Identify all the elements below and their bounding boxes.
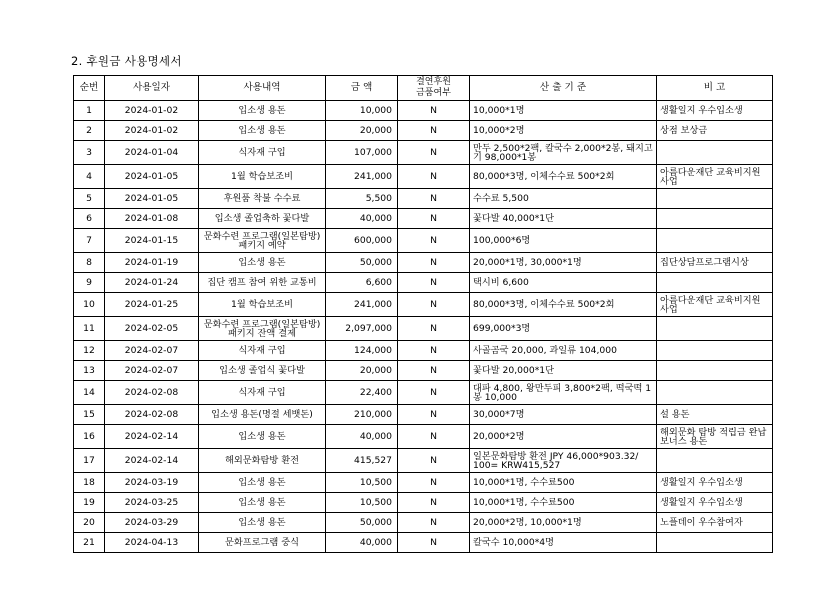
row-sponsorship-flag: N — [398, 141, 470, 165]
header-no: 순번 — [74, 76, 105, 101]
row-sponsorship-flag: N — [398, 317, 470, 341]
table-body — [74, 101, 773, 553]
row-note — [657, 141, 773, 165]
row-number: 1 — [74, 101, 105, 121]
row-amount: 10,500 — [326, 473, 398, 493]
row-sponsorship-flag: N — [398, 121, 470, 141]
row-calculation-basis: 칼국수 10,000*4명 — [470, 533, 657, 553]
row-description: 입소생 용돈 — [199, 253, 326, 273]
row-sponsorship-flag: N — [398, 229, 470, 253]
row-amount: 415,527 — [326, 449, 398, 473]
row-date: 2024-03-25 — [105, 493, 199, 513]
row-calculation-basis: 10,000*2명 — [470, 121, 657, 141]
row-note: 설 용돈 — [657, 405, 773, 425]
header-approval — [398, 76, 470, 101]
row-calculation-basis: 20,000*2명 — [470, 425, 657, 449]
row-note: 아름다운재단 교육비지원사업 — [657, 293, 773, 317]
row-number: 19 — [74, 493, 105, 513]
row-note: 해외문화 탐방 적립금 완납 보너스 용돈 — [657, 425, 773, 449]
table-row — [74, 101, 773, 121]
table-row — [74, 449, 773, 473]
row-description: 문화수련 프로그램(일본탐방) 패키지 예약 — [199, 229, 326, 253]
table-row — [74, 341, 773, 361]
row-note: 생활일지 우수입소생 — [657, 473, 773, 493]
row-description: 문화프로그램 중식 — [199, 533, 326, 553]
table-row — [74, 361, 773, 381]
row-calculation-basis: 20,000*2명, 10,000*1명 — [470, 513, 657, 533]
row-amount: 10,500 — [326, 493, 398, 513]
row-date: 2024-01-04 — [105, 141, 199, 165]
row-note: 생활일지 우수입소생 — [657, 101, 773, 121]
row-number: 17 — [74, 449, 105, 473]
table-row — [74, 405, 773, 425]
row-note — [657, 341, 773, 361]
row-date: 2024-02-14 — [105, 449, 199, 473]
row-calculation-basis: 80,000*3명, 이체수수료 500*2회 — [470, 293, 657, 317]
row-sponsorship-flag: N — [398, 341, 470, 361]
header-desc: 사용내역 — [199, 76, 326, 101]
row-amount: 107,000 — [326, 141, 398, 165]
row-sponsorship-flag: N — [398, 473, 470, 493]
row-note: 집단상담프로그램시상 — [657, 253, 773, 273]
row-date: 2024-01-19 — [105, 253, 199, 273]
row-sponsorship-flag: N — [398, 381, 470, 405]
row-amount: 600,000 — [326, 229, 398, 253]
row-number: 11 — [74, 317, 105, 341]
row-note — [657, 273, 773, 293]
row-description: 입소생 용돈 — [199, 513, 326, 533]
row-description: 입소생 졸업식 꽃다발 — [199, 361, 326, 381]
row-calculation-basis: 만두 2,500*2팩, 칼국수 2,000*2봉, 돼지고기 98,000*1봉 — [470, 141, 657, 165]
row-amount: 124,000 — [326, 341, 398, 361]
row-calculation-basis: 20,000*1명, 30,000*1명 — [470, 253, 657, 273]
row-number: 6 — [74, 209, 105, 229]
row-number: 20 — [74, 513, 105, 533]
row-date: 2024-01-02 — [105, 101, 199, 121]
row-sponsorship-flag: N — [398, 165, 470, 189]
row-sponsorship-flag: N — [398, 101, 470, 121]
row-number: 7 — [74, 229, 105, 253]
row-amount: 241,000 — [326, 293, 398, 317]
row-date: 2024-02-05 — [105, 317, 199, 341]
table-row — [74, 513, 773, 533]
row-sponsorship-flag: N — [398, 209, 470, 229]
row-note — [657, 381, 773, 405]
row-calculation-basis: 10,000*1명, 수수료500 — [470, 473, 657, 493]
row-description: 입소생 용돈(명절 세뱃돈) — [199, 405, 326, 425]
row-date: 2024-02-14 — [105, 425, 199, 449]
row-description: 식자재 구입 — [199, 141, 326, 165]
row-amount: 50,000 — [326, 513, 398, 533]
row-number: 3 — [74, 141, 105, 165]
row-calculation-basis: 10,000*1명 — [470, 101, 657, 121]
row-calculation-basis: 80,000*3명, 이체수수료 500*2회 — [470, 165, 657, 189]
row-date: 2024-01-24 — [105, 273, 199, 293]
row-note: 노플데이 우수참여자 — [657, 513, 773, 533]
header-approval-line2: 금품여부 — [416, 88, 451, 98]
table-row — [74, 425, 773, 449]
row-description: 해외문화탐방 환전 — [199, 449, 326, 473]
row-description: 입소생 용돈 — [199, 425, 326, 449]
row-calculation-basis: 100,000*6명 — [470, 229, 657, 253]
row-sponsorship-flag: N — [398, 425, 470, 449]
row-date: 2024-01-02 — [105, 121, 199, 141]
table-row — [74, 533, 773, 553]
table-header-row — [74, 76, 773, 101]
section-title: 2. 후원금 사용명세서 — [71, 54, 182, 68]
row-calculation-basis: 꽃다발 20,000*1단 — [470, 361, 657, 381]
row-note: 생활일지 우수입소생 — [657, 493, 773, 513]
row-description: 식자재 구입 — [199, 381, 326, 405]
row-sponsorship-flag: N — [398, 493, 470, 513]
row-amount: 22,400 — [326, 381, 398, 405]
row-date: 2024-02-08 — [105, 381, 199, 405]
table-row — [74, 165, 773, 189]
row-note — [657, 317, 773, 341]
row-number: 16 — [74, 425, 105, 449]
row-amount: 2,097,000 — [326, 317, 398, 341]
row-number: 4 — [74, 165, 105, 189]
row-amount: 20,000 — [326, 361, 398, 381]
row-date: 2024-02-07 — [105, 361, 199, 381]
row-number: 15 — [74, 405, 105, 425]
table-row — [74, 473, 773, 493]
row-note — [657, 189, 773, 209]
row-calculation-basis: 수수료 5,500 — [470, 189, 657, 209]
row-date: 2024-01-25 — [105, 293, 199, 317]
row-description: 1월 학습보조비 — [199, 165, 326, 189]
row-note — [657, 449, 773, 473]
row-amount: 50,000 — [326, 253, 398, 273]
row-description: 집단 캠프 참여 위한 교통비 — [199, 273, 326, 293]
row-calculation-basis: 일본문화탐방 환전 JPY 46,000*903.32/ 100= KRW415,527 — [470, 449, 657, 473]
row-sponsorship-flag: N — [398, 533, 470, 553]
header-note: 비 고 — [657, 76, 773, 101]
row-amount: 241,000 — [326, 165, 398, 189]
row-sponsorship-flag: N — [398, 449, 470, 473]
table-row — [74, 273, 773, 293]
row-number: 5 — [74, 189, 105, 209]
row-date: 2024-04-13 — [105, 533, 199, 553]
row-amount: 40,000 — [326, 533, 398, 553]
row-calculation-basis: 30,000*7명 — [470, 405, 657, 425]
row-amount: 40,000 — [326, 209, 398, 229]
row-description: 식자재 구입 — [199, 341, 326, 361]
row-date: 2024-03-29 — [105, 513, 199, 533]
row-note: 상점 보상금 — [657, 121, 773, 141]
table-row — [74, 121, 773, 141]
table-row — [74, 209, 773, 229]
row-number: 2 — [74, 121, 105, 141]
table-row — [74, 229, 773, 253]
expense-table — [73, 75, 773, 553]
row-calculation-basis: 꽃다발 40,000*1단 — [470, 209, 657, 229]
table-row — [74, 317, 773, 341]
row-sponsorship-flag: N — [398, 513, 470, 533]
row-date: 2024-03-19 — [105, 473, 199, 493]
row-number: 21 — [74, 533, 105, 553]
row-description: 후원품 착불 수수료 — [199, 189, 326, 209]
row-date: 2024-01-08 — [105, 209, 199, 229]
row-note: 아름다운재단 교육비지원사업 — [657, 165, 773, 189]
row-sponsorship-flag: N — [398, 293, 470, 317]
row-amount: 20,000 — [326, 121, 398, 141]
header-amount: 금 액 — [326, 76, 398, 101]
row-amount: 40,000 — [326, 425, 398, 449]
table-row — [74, 253, 773, 273]
row-sponsorship-flag: N — [398, 405, 470, 425]
table-row — [74, 293, 773, 317]
row-amount: 210,000 — [326, 405, 398, 425]
row-number: 9 — [74, 273, 105, 293]
row-number: 18 — [74, 473, 105, 493]
row-date: 2024-01-05 — [105, 189, 199, 209]
row-sponsorship-flag: N — [398, 273, 470, 293]
table-row — [74, 493, 773, 513]
row-note — [657, 209, 773, 229]
row-calculation-basis: 택시비 6,600 — [470, 273, 657, 293]
row-calculation-basis: 10,000*1명, 수수료500 — [470, 493, 657, 513]
row-date: 2024-02-07 — [105, 341, 199, 361]
row-number: 8 — [74, 253, 105, 273]
row-note — [657, 229, 773, 253]
row-description: 1월 학습보조비 — [199, 293, 326, 317]
row-note — [657, 361, 773, 381]
row-description: 문화수련 프로그램(일본탐방) 패키지 잔액 결제 — [199, 317, 326, 341]
row-description: 입소생 용돈 — [199, 101, 326, 121]
row-number: 12 — [74, 341, 105, 361]
row-amount: 10,000 — [326, 101, 398, 121]
row-amount: 5,500 — [326, 189, 398, 209]
row-description: 입소생 졸업축하 꽃다발 — [199, 209, 326, 229]
table-row — [74, 141, 773, 165]
row-amount: 6,600 — [326, 273, 398, 293]
row-calculation-basis: 대파 4,800, 왕만두피 3,800*2팩, 떡국떡 1봉 10,000 — [470, 381, 657, 405]
row-number: 10 — [74, 293, 105, 317]
row-description: 입소생 용돈 — [199, 493, 326, 513]
row-description: 입소생 용돈 — [199, 473, 326, 493]
header-approval-line1: 결연후원 — [416, 77, 451, 87]
row-sponsorship-flag: N — [398, 189, 470, 209]
row-calculation-basis: 699,000*3명 — [470, 317, 657, 341]
row-date: 2024-02-08 — [105, 405, 199, 425]
header-date: 사용일자 — [105, 76, 199, 101]
row-description: 입소생 용돈 — [199, 121, 326, 141]
row-number: 14 — [74, 381, 105, 405]
header-basis: 산 출 기 준 — [470, 76, 657, 101]
row-calculation-basis: 사골곰국 20,000, 과일류 104,000 — [470, 341, 657, 361]
row-sponsorship-flag: N — [398, 253, 470, 273]
table-row — [74, 189, 773, 209]
row-date: 2024-01-05 — [105, 165, 199, 189]
row-date: 2024-01-15 — [105, 229, 199, 253]
row-sponsorship-flag: N — [398, 361, 470, 381]
row-note — [657, 533, 773, 553]
table-row — [74, 381, 773, 405]
row-number: 13 — [74, 361, 105, 381]
